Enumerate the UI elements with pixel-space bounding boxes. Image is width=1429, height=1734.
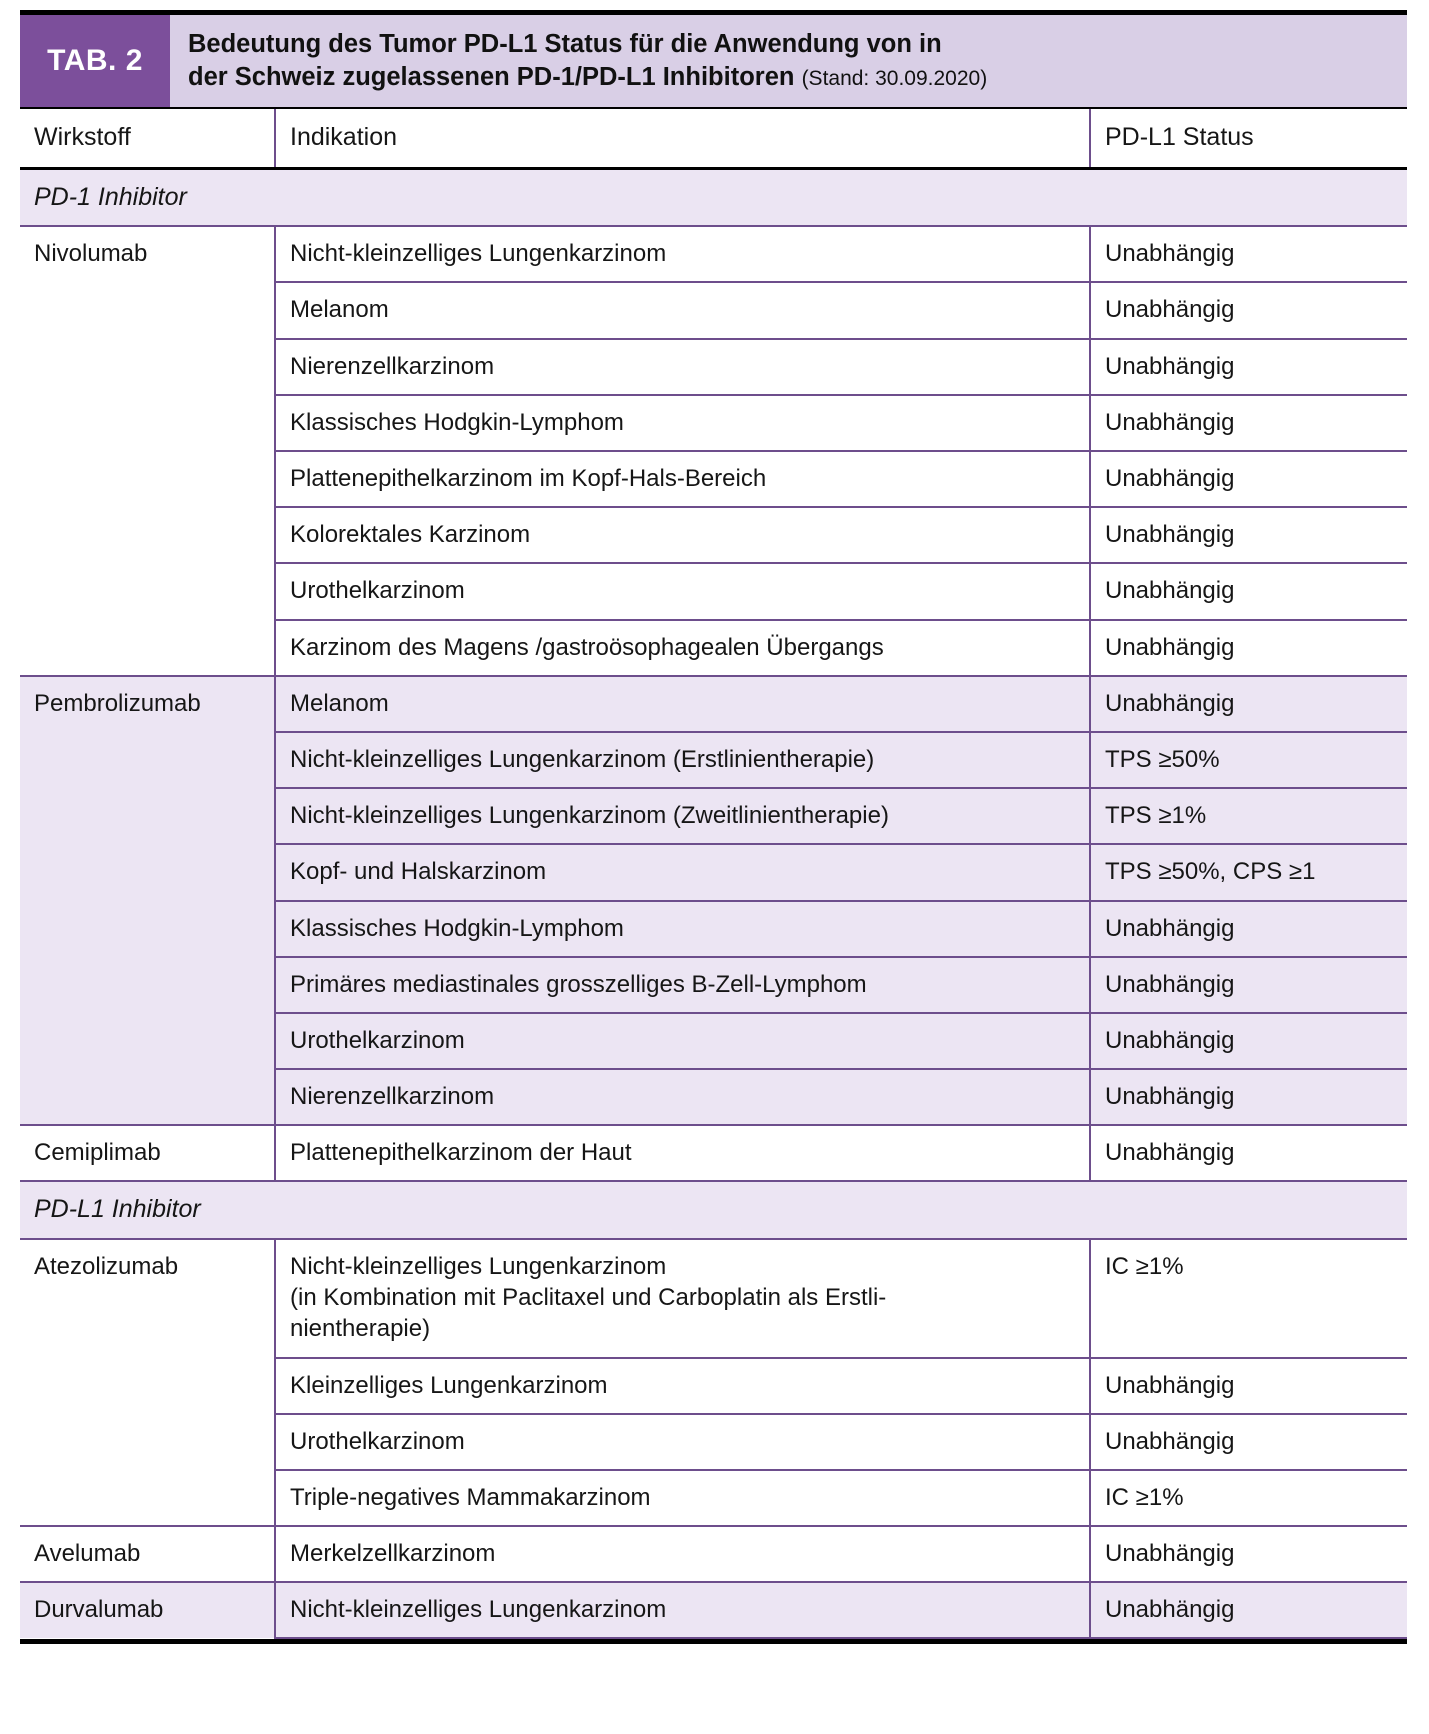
drug-name-cell: Cemiplimab: [20, 1125, 275, 1181]
indication-cell: Urothelkarzinom: [275, 563, 1090, 619]
pdl1-status-cell: Unabhängig: [1090, 957, 1407, 1013]
table-title-date: (Stand: 30.09.2020): [801, 66, 988, 90]
pdl1-status-cell: Unabhängig: [1090, 1125, 1407, 1181]
indication-cell: Triple-negatives Mammakarzinom: [275, 1470, 1090, 1526]
pdl1-status-cell: Unabhängig: [1090, 1013, 1407, 1069]
table-row: [20, 1582, 1407, 1638]
indication-cell: Nicht-kleinzelliges Lungenkarzinom (Erstlinientherapie): [275, 732, 1090, 788]
pdl1-status-cell: Unabhängig: [1090, 507, 1407, 563]
pdl1-status-cell: Unabhängig: [1090, 226, 1407, 282]
table-number-badge: TAB. 2: [20, 15, 170, 107]
pdl1-status-cell: Unabhängig: [1090, 451, 1407, 507]
section-label: PD-1 Inhibitor: [20, 168, 1407, 226]
table-header-band: [20, 15, 1407, 109]
indication-cell: Nicht-kleinzelliges Lungenkarzinom (Zweitlinientherapie): [275, 788, 1090, 844]
indication-cell: Nicht-kleinzelliges Lungenkarzinom: [275, 226, 1090, 282]
pdl1-status-cell: TPS ≥50%: [1090, 732, 1407, 788]
pdl1-table-figure: [20, 10, 1407, 1644]
drug-name-cell: Atezolizumab: [20, 1239, 275, 1526]
pdl1-status-cell: Unabhängig: [1090, 620, 1407, 676]
indication-cell: Melanom: [275, 282, 1090, 338]
drug-name-cell: Pembrolizumab: [20, 676, 275, 1126]
indication-cell: Kolorektales Karzinom: [275, 507, 1090, 563]
indication-cell: Urothelkarzinom: [275, 1414, 1090, 1470]
drug-name-cell: Durvalumab: [20, 1582, 275, 1638]
pdl1-status-cell: Unabhängig: [1090, 282, 1407, 338]
indication-cell: Kopf- und Halskarzinom: [275, 844, 1090, 900]
indication-cell: Merkelzellkarzinom: [275, 1526, 1090, 1582]
column-header-wirkstoff: Wirkstoff: [20, 109, 275, 168]
pdl1-status-cell: Unabhängig: [1090, 1582, 1407, 1638]
table-title-line1: Bedeutung des Tumor PD-L1 Status für die Anwendung von in: [188, 30, 942, 58]
indication-cell: Primäres mediastinales grosszelliges B-Zell-Lymphom: [275, 957, 1090, 1013]
pdl1-status-cell: Unabhängig: [1090, 395, 1407, 451]
indication-cell: Klassisches Hodgkin-Lymphom: [275, 395, 1090, 451]
pdl1-status-cell: Unabhängig: [1090, 676, 1407, 732]
table-row: [20, 1125, 1407, 1181]
pdl1-status-cell: Unabhängig: [1090, 901, 1407, 957]
pdl1-status-cell: IC ≥1%: [1090, 1239, 1407, 1358]
table-row: [20, 1526, 1407, 1582]
drug-name-cell: Nivolumab: [20, 226, 275, 676]
section-label: PD-L1 Inhibitor: [20, 1181, 1407, 1239]
indication-cell: Nierenzellkarzinom: [275, 1069, 1090, 1125]
pdl1-status-cell: Unabhängig: [1090, 339, 1407, 395]
indication-cell: Nicht-kleinzelliges Lungenkarzinom (in Kombination mit Paclitaxel und Carboplatin als Erstli- nientherapie): [275, 1239, 1090, 1358]
indication-cell: Klassisches Hodgkin-Lymphom: [275, 901, 1090, 957]
indication-cell: Melanom: [275, 676, 1090, 732]
indication-cell: Kleinzelliges Lungenkarzinom: [275, 1358, 1090, 1414]
table-row: [20, 226, 1407, 282]
pdl1-status-cell: Unabhängig: [1090, 1069, 1407, 1125]
table-row: [20, 1239, 1407, 1358]
indication-cell: Karzinom des Magens /gastroösophagealen Übergangs: [275, 620, 1090, 676]
indication-cell: Nicht-kleinzelliges Lungenkarzinom: [275, 1582, 1090, 1638]
table-title: [170, 15, 1003, 107]
column-header-pdl1-status: PD-L1 Status: [1090, 109, 1407, 168]
pdl1-status-cell: Unabhängig: [1090, 1414, 1407, 1470]
table-title-line2: der Schweiz zugelassenen PD-1/PD-L1 Inhibitoren: [188, 62, 795, 91]
indication-cell: Nierenzellkarzinom: [275, 339, 1090, 395]
pdl1-status-cell: TPS ≥50%, CPS ≥1: [1090, 844, 1407, 900]
pdl1-status-cell: Unabhängig: [1090, 563, 1407, 619]
drug-name-cell: Avelumab: [20, 1526, 275, 1582]
table-header-row: [20, 109, 1407, 168]
column-header-indikation: Indikation: [275, 109, 1090, 168]
section-row: [20, 168, 1407, 226]
pdl1-table: [20, 109, 1407, 1639]
pdl1-status-cell: TPS ≥1%: [1090, 788, 1407, 844]
indication-cell: Plattenepithelkarzinom im Kopf-Hals-Bereich: [275, 451, 1090, 507]
section-row: [20, 1181, 1407, 1239]
table-row: [20, 676, 1407, 732]
pdl1-status-cell: Unabhängig: [1090, 1358, 1407, 1414]
pdl1-status-cell: IC ≥1%: [1090, 1470, 1407, 1526]
indication-cell: Plattenepithelkarzinom der Haut: [275, 1125, 1090, 1181]
indication-cell: Urothelkarzinom: [275, 1013, 1090, 1069]
pdl1-status-cell: Unabhängig: [1090, 1526, 1407, 1582]
